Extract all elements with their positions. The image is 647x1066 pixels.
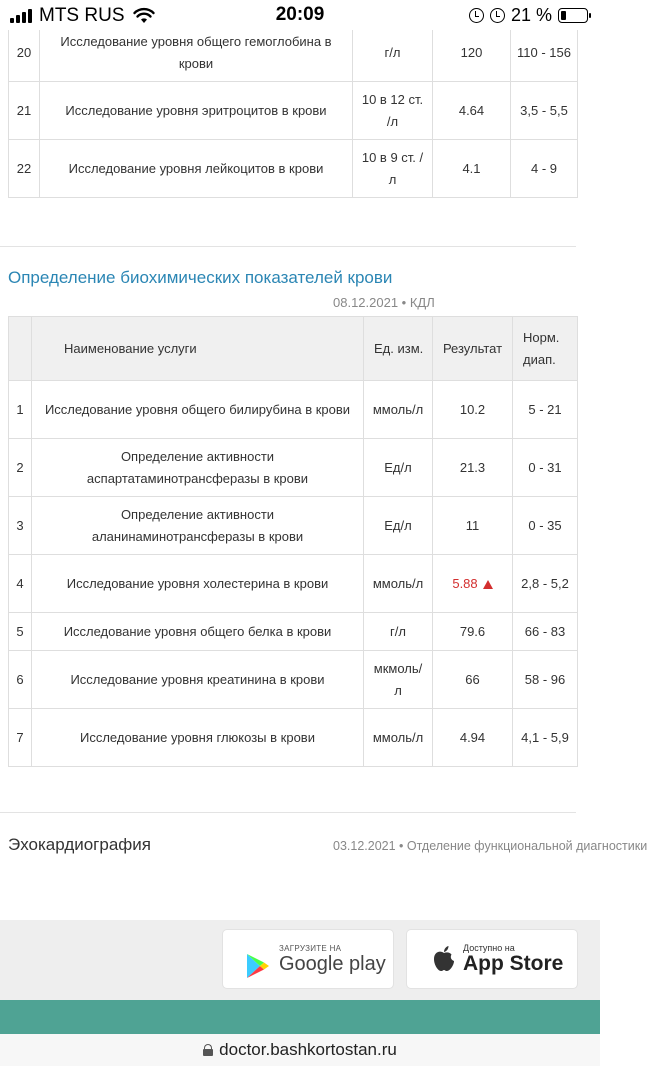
result-cell: 4.64	[433, 82, 511, 140]
google-play-text	[279, 944, 386, 975]
header-unit: Ед. изм.	[364, 317, 433, 381]
header-name: Наименование услуги	[32, 317, 364, 381]
unit-cell: 10 в 12 ст. /л	[353, 82, 433, 140]
apple-icon	[431, 944, 457, 974]
service-name: Исследование уровня эритроцитов в крови	[40, 82, 353, 140]
table-header-row	[9, 317, 578, 381]
google-play-icon	[243, 951, 273, 981]
unit-cell: ммоль/л	[364, 381, 433, 439]
result-cell: 21.3	[433, 439, 513, 497]
result-cell: 79.6	[433, 613, 513, 651]
lock-icon	[203, 1044, 213, 1056]
unit-cell: ммоль/л	[364, 709, 433, 767]
url-text: doctor.bashkortostan.ru	[219, 1040, 397, 1059]
service-name: Исследование уровня холестерина в крови	[32, 555, 364, 613]
norm-cell: 0 - 31	[513, 439, 578, 497]
norm-cell: 5 - 21	[513, 381, 578, 439]
norm-cell: 4,1 - 5,9	[513, 709, 578, 767]
unit-cell: г/л	[353, 24, 433, 82]
result-cell: 4.1	[433, 140, 511, 198]
table-row	[9, 651, 578, 709]
row-number: 5	[9, 613, 32, 651]
biochem-results-table	[8, 316, 578, 767]
status-right	[469, 5, 588, 26]
table-row	[9, 439, 578, 497]
app-store-caption: Доступно на	[463, 943, 515, 953]
google-play-caption: ЗАГРУЗИТЕ НА	[279, 943, 342, 953]
google-play-button[interactable]	[223, 930, 393, 988]
unit-cell: Ед/л	[364, 497, 433, 555]
clock: 20:09	[275, 4, 325, 25]
service-name: Исследование уровня общего белка в крови	[32, 613, 364, 651]
blood-results-table	[8, 23, 578, 198]
service-name: Исследование уровня лейкоцитов в крови	[40, 140, 353, 198]
result-cell: 66	[433, 651, 513, 709]
row-number: 1	[9, 381, 32, 439]
service-name: Исследование уровня общего гемоглобина в крови	[40, 24, 353, 82]
status-bar	[0, 0, 600, 30]
table-row	[9, 140, 578, 198]
arrow-up-icon	[483, 580, 493, 589]
orientation-lock-icon	[469, 8, 484, 23]
norm-cell: 0 - 35	[513, 497, 578, 555]
result-cell: 11	[433, 497, 513, 555]
row-number: 20	[9, 24, 40, 82]
result-cell-high	[433, 555, 513, 613]
table-row	[9, 24, 578, 82]
row-number: 4	[9, 555, 32, 613]
table-row	[9, 613, 578, 651]
alarm-icon	[490, 8, 505, 23]
section-divider	[0, 246, 576, 247]
unit-cell: Ед/л	[364, 439, 433, 497]
table-row	[9, 709, 578, 767]
unit-cell: ммоль/л	[364, 555, 433, 613]
row-number: 22	[9, 140, 40, 198]
table-row	[9, 381, 578, 439]
row-number: 2	[9, 439, 32, 497]
section-title-echo[interactable]: Эхокардиография	[8, 835, 151, 854]
carrier-name: MTS RUS	[39, 5, 125, 26]
table-row	[9, 555, 578, 613]
table-row	[9, 82, 578, 140]
service-name: Исследование уровня глюкозы в крови	[32, 709, 364, 767]
norm-cell: 110 - 156	[511, 24, 578, 82]
result-cell: 4.94	[433, 709, 513, 767]
google-play-label: Google play	[279, 952, 386, 975]
norm-cell: 66 - 83	[513, 613, 578, 651]
unit-cell: г/л	[364, 613, 433, 651]
norm-cell: 3,5 - 5,5	[511, 82, 578, 140]
battery-percent: 21 %	[510, 5, 552, 25]
unit-cell: мкмоль/л	[364, 651, 433, 709]
service-name: Исследование уровня общего билирубина в крови	[32, 381, 364, 439]
result-cell: 10.2	[433, 381, 513, 439]
section-title-biochem[interactable]: Определение биохимических показателей крови	[8, 268, 393, 287]
table-row	[9, 497, 578, 555]
browser-url-bar[interactable]	[0, 1034, 600, 1066]
header-norm: Норм. диап.	[513, 317, 578, 381]
section-meta-biochem: 08.12.2021 • КДЛ	[333, 295, 435, 310]
section-meta-echo: 03.12.2021 • Отделение функциональной диагностики	[333, 839, 647, 853]
header-result: Результат	[433, 317, 513, 381]
norm-cell: 4 - 9	[511, 140, 578, 198]
app-store-button[interactable]	[407, 930, 577, 988]
row-number: 7	[9, 709, 32, 767]
unit-cell: 10 в 9 ст. /л	[353, 140, 433, 198]
row-number: 21	[9, 82, 40, 140]
row-number: 3	[9, 497, 32, 555]
service-name: Определение активности аланинаминотрансферазы в крови	[32, 497, 364, 555]
footer	[0, 920, 600, 1000]
row-number: 6	[9, 651, 32, 709]
battery-icon	[558, 8, 588, 23]
header-number	[9, 317, 32, 381]
section-divider	[0, 812, 576, 813]
app-store-label: App Store	[463, 952, 564, 975]
service-name: Исследование уровня креатинина в крови	[32, 651, 364, 709]
result-value: 5.88	[452, 575, 478, 591]
service-name: Определение активности аспартатаминотрансферазы в крови	[32, 439, 364, 497]
bottom-green-bar	[0, 1000, 600, 1034]
norm-cell: 58 - 96	[513, 651, 578, 709]
result-cell: 120	[433, 24, 511, 82]
norm-cell: 2,8 - 5,2	[513, 555, 578, 613]
app-store-text	[463, 943, 563, 975]
